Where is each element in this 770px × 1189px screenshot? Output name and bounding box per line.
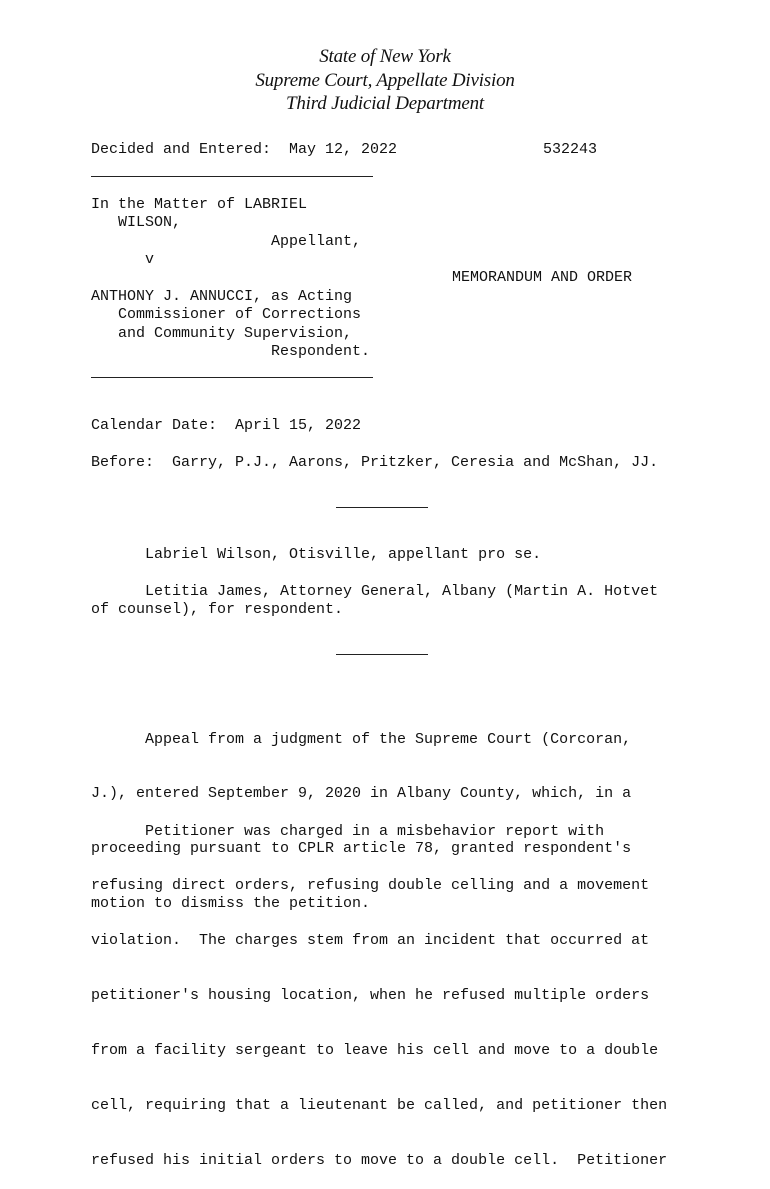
paragraph-line: J.), entered September 9, 2020 in Albany County, which, in a [91,785,632,803]
paragraph-line: from a facility sergeant to leave his cell and move to a double [91,1042,659,1060]
petitioner-name-line2: WILSON, [91,214,182,231]
versus-label: v [91,251,155,268]
paragraph-line: motion to dismiss the petition. [91,895,371,913]
before-panel: Before: Garry, P.J., Aarons, Pritzker, Ceresia and McShan, JJ. [91,454,659,471]
calendar-date: Calendar Date: April 15, 2022 [91,417,362,434]
paragraph-line: refusing direct orders, refusing double celling and a movement [91,877,650,895]
appellant-role: Appellant, [91,233,362,250]
section-divider-1 [336,507,428,508]
body-paragraph-2 [91,786,676,1189]
appellant-counsel: Labriel Wilson, Otisville, appellant pro se. [91,546,542,563]
respondent-role: Respondent. [91,343,371,360]
caption-top-rule [91,176,373,177]
document-type: MEMORANDUM AND ORDER [452,269,633,286]
paragraph-line: refused his initial orders to move to a double cell. Petitioner [91,1151,668,1169]
paragraph-line: petitioner's housing location, when he refused multiple orders [91,987,650,1005]
court-state: State of New York [319,46,451,67]
section-divider-2 [336,654,428,655]
caption-bottom-rule [91,377,373,378]
paragraph-line: proceeding pursuant to CPLR article 78, granted respondent's [91,840,632,858]
respondent-counsel-line1: Letitia James, Attorney General, Albany (Martin A. Hotvet [91,583,659,600]
court-name: Supreme Court, Appellate Division [255,69,515,91]
paragraph-line: cell, requiring that a lieutenant be called, and petitioner then [91,1097,668,1115]
court-header [0,45,770,116]
respondent-name-line2: Commissioner of Corrections [91,306,362,323]
respondent-counsel-line2: of counsel), for respondent. [91,601,344,618]
paragraph-line: Appeal from a judgment of the Supreme Court (Corcoran, [91,730,632,748]
decided-entered-date: Decided and Entered: May 12, 2022 [91,141,398,158]
paragraph-line: violation. The charges stem from an incident that occurred at [91,932,650,950]
respondent-name-line1: ANTHONY J. ANNUCCI, as Acting [91,288,353,305]
court-department: Third Judicial Department [286,93,484,114]
docket-number: 532243 [543,141,598,158]
petitioner-name-line1: In the Matter of LABRIEL [91,196,308,213]
paragraph-line: Petitioner was charged in a misbehavior report with [91,822,605,840]
respondent-name-line3: and Community Supervision, [91,325,353,342]
